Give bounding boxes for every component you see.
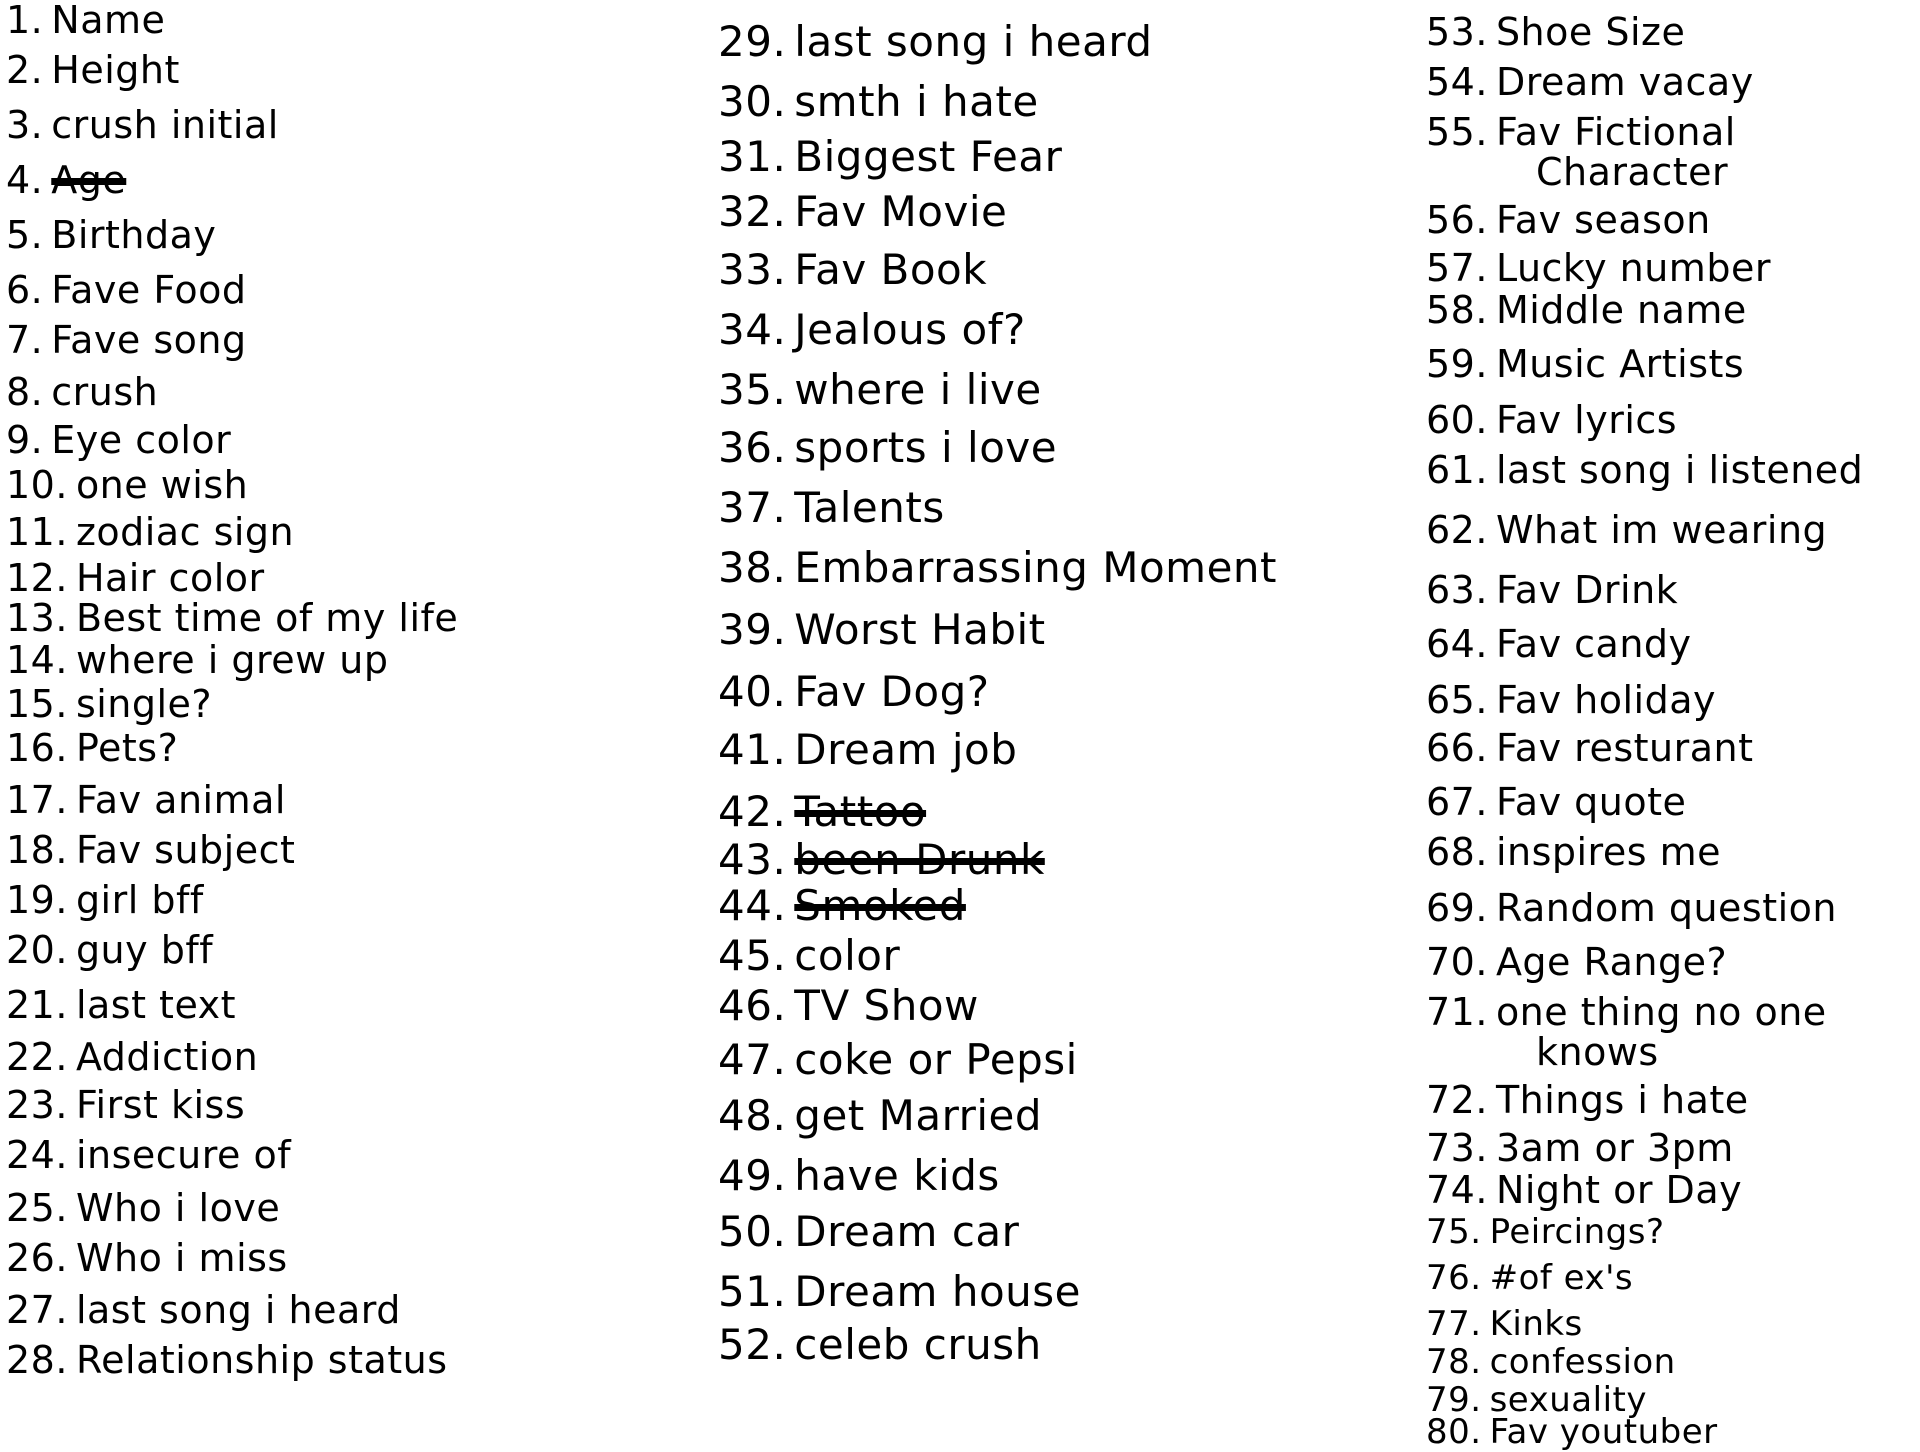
list-item (1426, 510, 1827, 550)
list-item (718, 931, 901, 980)
item-number: 57. (1426, 246, 1488, 290)
item-text: Age Range? (1495, 940, 1728, 984)
item-number: 79. (1426, 1380, 1482, 1420)
item-text: last text (75, 983, 237, 1027)
list-item (6, 215, 216, 255)
item-number: 36. (718, 423, 787, 472)
item-text: color (794, 931, 901, 980)
item-text: Fav Dog? (794, 667, 990, 716)
item-text: last song i heard (794, 17, 1153, 66)
item-number: 3. (6, 103, 44, 147)
item-number: 48. (718, 1091, 787, 1140)
item-number: 68. (1426, 830, 1488, 874)
item-number: 44. (718, 881, 787, 930)
item-text: Music Artists (1495, 342, 1745, 386)
list-item (1426, 1412, 1718, 1452)
item-text: Embarrassing Moment (794, 543, 1278, 592)
item-text: Fav holiday (1495, 678, 1717, 722)
item-text: Fav subject (75, 828, 296, 872)
item-text-continued: knows (1536, 1030, 1659, 1074)
item-number: 77. (1426, 1304, 1482, 1344)
item-number: 30. (718, 77, 787, 126)
list-item (1426, 1128, 1734, 1168)
item-number: 20. (6, 928, 68, 972)
item-number: 69. (1426, 886, 1488, 930)
item-number: 70. (1426, 940, 1488, 984)
item-number: 34. (718, 305, 787, 354)
list-item (6, 985, 236, 1025)
item-text: coke or Pepsi (794, 1035, 1078, 1084)
list-item (1426, 1258, 1633, 1298)
item-number: 43. (718, 835, 787, 884)
item-text: confession (1489, 1342, 1676, 1382)
list-item (1426, 1304, 1583, 1344)
list-item (718, 1320, 1042, 1369)
list-item (6, 830, 295, 870)
item-text: Peircings? (1489, 1212, 1665, 1252)
item-text: single? (75, 682, 213, 726)
list-item (1426, 624, 1692, 664)
item-number: 8. (6, 370, 44, 414)
item-number: 24. (6, 1133, 68, 1177)
item-text: Addiction (75, 1035, 259, 1079)
item-number: 62. (1426, 508, 1488, 552)
item-number: 46. (718, 981, 787, 1030)
list-item (718, 981, 979, 1030)
list-item (718, 423, 1058, 472)
item-number: 54. (1426, 60, 1488, 104)
item-text: inspires me (1495, 830, 1721, 874)
item-number: 19. (6, 878, 68, 922)
item-text: Shoe Size (1495, 10, 1686, 54)
list-item (6, 372, 158, 412)
item-text: Fav animal (75, 778, 286, 822)
item-text: Fav lyrics (1495, 398, 1678, 442)
item-number: 12. (6, 556, 68, 600)
list-item (1426, 62, 1754, 102)
item-text: Talents (794, 483, 945, 532)
item-number: 56. (1426, 198, 1488, 242)
list-item (1426, 832, 1721, 872)
item-number: 33. (718, 245, 787, 294)
list-item (6, 1037, 258, 1077)
list-item (6, 684, 212, 724)
item-text: Dream house (794, 1267, 1081, 1316)
item-text: guy bff (75, 928, 214, 972)
list-item (1426, 782, 1686, 822)
item-number: 10. (6, 463, 68, 507)
item-text: TV Show (794, 981, 979, 1030)
list-item (6, 0, 165, 40)
list-item (718, 17, 1153, 66)
list-item (718, 187, 1008, 236)
list-item (1426, 12, 1685, 52)
item-number: 2. (6, 48, 44, 92)
item-number: 39. (718, 605, 787, 654)
list-item (1426, 200, 1711, 240)
item-text: What im wearing (1495, 508, 1828, 552)
list-item (6, 1085, 245, 1125)
item-number: 27. (6, 1288, 68, 1332)
list-item (718, 1267, 1081, 1316)
item-text: Fav Movie (794, 187, 1008, 236)
item-text: sexuality (1489, 1380, 1647, 1420)
item-number: 28. (6, 1338, 68, 1382)
item-number: 49. (718, 1151, 787, 1200)
item-number: 37. (718, 483, 787, 532)
item-text: Fav Fictional (1495, 110, 1736, 154)
item-number: 9. (6, 418, 44, 462)
item-text: Tattoo (794, 787, 927, 836)
item-text: Pets? (75, 726, 179, 770)
list-item (1426, 680, 1716, 720)
item-text: Lucky number (1495, 246, 1771, 290)
item-number: 45. (718, 931, 787, 980)
item-number: 50. (718, 1207, 787, 1256)
item-number: 41. (718, 725, 787, 774)
list-item (1426, 450, 1863, 490)
list-item (6, 1135, 291, 1175)
list-item (6, 598, 458, 638)
item-number: 14. (6, 638, 68, 682)
list-item (718, 1151, 1000, 1200)
item-text: Age (51, 158, 127, 202)
list-item (1426, 992, 1827, 1072)
item-number: 59. (1426, 342, 1488, 386)
item-text: where i live (794, 365, 1042, 414)
list-item (1426, 290, 1747, 330)
item-text: Hair color (75, 556, 265, 600)
item-number: 65. (1426, 678, 1488, 722)
item-text: sports i love (794, 423, 1058, 472)
list-item (6, 728, 178, 768)
item-text: First kiss (75, 1083, 246, 1127)
item-number: 21. (6, 983, 68, 1027)
item-text: 3am or 3pm (1495, 1126, 1734, 1170)
list-item (6, 465, 248, 505)
list-item (1426, 112, 1736, 192)
item-text: Things i hate (1495, 1078, 1749, 1122)
item-number: 17. (6, 778, 68, 822)
list-item (718, 667, 990, 716)
item-text: Fave song (51, 318, 247, 362)
list-item (1426, 1170, 1742, 1210)
item-number: 29. (718, 17, 787, 66)
item-text: Fave Food (51, 268, 247, 312)
list-item (1426, 570, 1678, 610)
item-text: one wish (75, 463, 249, 507)
item-number: 67. (1426, 780, 1488, 824)
list-item (718, 365, 1042, 414)
item-number: 25. (6, 1186, 68, 1230)
item-number: 52. (718, 1320, 787, 1369)
list-item (6, 1290, 401, 1330)
item-number: 64. (1426, 622, 1488, 666)
list-item (6, 512, 294, 552)
item-number: 40. (718, 667, 787, 716)
item-text: #of ex's (1489, 1258, 1634, 1298)
item-number: 53. (1426, 10, 1488, 54)
list-item (6, 1188, 280, 1228)
item-number: 51. (718, 1267, 787, 1316)
list-item (1426, 248, 1771, 288)
item-text: Middle name (1495, 288, 1747, 332)
list-item (718, 483, 945, 532)
item-number: 13. (6, 596, 68, 640)
item-text: Fav season (1495, 198, 1711, 242)
item-text: crush (51, 370, 159, 414)
list-item (6, 780, 286, 820)
item-text: Jealous of? (794, 305, 1026, 354)
item-text: Fav youtuber (1489, 1412, 1718, 1452)
item-number: 71. (1426, 990, 1488, 1034)
item-text: Who i love (75, 1186, 281, 1230)
item-number: 4. (6, 158, 44, 202)
list-item (718, 132, 1063, 181)
list-item (718, 725, 1018, 774)
item-number: 31. (718, 132, 787, 181)
item-text: Biggest Fear (794, 132, 1063, 181)
item-text: girl bff (75, 878, 204, 922)
item-number: 60. (1426, 398, 1488, 442)
item-number: 58. (1426, 288, 1488, 332)
item-text: celeb crush (794, 1320, 1042, 1369)
list-item (6, 558, 265, 598)
item-number: 15. (6, 682, 68, 726)
list-item (718, 1091, 1043, 1140)
item-text: Eye color (51, 418, 232, 462)
item-text: get Married (794, 1091, 1043, 1140)
item-text: crush initial (51, 103, 279, 147)
item-text: Fav resturant (1495, 726, 1754, 770)
item-text: Fav candy (1495, 622, 1692, 666)
item-number: 72. (1426, 1078, 1488, 1122)
list-item (6, 320, 247, 360)
item-number: 80. (1426, 1412, 1482, 1452)
list-item (6, 50, 180, 90)
item-text: Fav Drink (1495, 568, 1679, 612)
item-text: have kids (794, 1151, 1000, 1200)
item-number: 6. (6, 268, 44, 312)
item-number: 66. (1426, 726, 1488, 770)
list-item (6, 105, 279, 145)
list-item (1426, 344, 1744, 384)
item-text: Worst Habit (794, 605, 1046, 654)
list-item (718, 605, 1046, 654)
item-number: 11. (6, 510, 68, 554)
item-number: 26. (6, 1236, 68, 1280)
list-item (718, 245, 988, 294)
list-item (6, 640, 389, 680)
item-number: 7. (6, 318, 44, 362)
item-number: 23. (6, 1083, 68, 1127)
list-item (718, 543, 1278, 592)
item-number: 73. (1426, 1126, 1488, 1170)
item-number: 47. (718, 1035, 787, 1084)
item-text-continued: Character (1536, 150, 1729, 194)
list-item (6, 420, 231, 460)
item-text: last song i heard (75, 1288, 401, 1332)
item-text: Height (51, 48, 180, 92)
item-text: zodiac sign (75, 510, 295, 554)
list-item (6, 160, 126, 200)
item-number: 16. (6, 726, 68, 770)
list-item (6, 1238, 288, 1278)
list-item (1426, 1080, 1749, 1120)
item-text: Who i miss (75, 1236, 288, 1280)
item-text: Dream vacay (1495, 60, 1754, 104)
item-text: Dream car (794, 1207, 1020, 1256)
item-text: one thing no one (1495, 990, 1827, 1034)
item-number: 1. (6, 0, 44, 42)
item-number: 75. (1426, 1212, 1482, 1252)
list-item (6, 880, 204, 920)
list-item (1426, 888, 1837, 928)
item-number: 18. (6, 828, 68, 872)
item-text: Fav Book (794, 245, 988, 294)
list-item (1426, 1212, 1665, 1252)
list-item (6, 1340, 448, 1380)
list-item (718, 305, 1026, 354)
item-number: 78. (1426, 1342, 1482, 1382)
item-text: been Drunk (794, 835, 1045, 884)
item-text: Random question (1495, 886, 1838, 930)
item-text: Best time of my life (75, 596, 459, 640)
item-text: Dream job (794, 725, 1018, 774)
item-text: Birthday (51, 213, 217, 257)
list-item (1426, 942, 1727, 982)
item-number: 32. (718, 187, 787, 236)
item-number: 55. (1426, 110, 1488, 154)
list-item (718, 1035, 1078, 1084)
list-item (6, 930, 213, 970)
item-number: 22. (6, 1035, 68, 1079)
item-number: 74. (1426, 1168, 1488, 1212)
item-text: Kinks (1489, 1304, 1583, 1344)
item-number: 35. (718, 365, 787, 414)
item-text: Relationship status (75, 1338, 448, 1382)
item-number: 38. (718, 543, 787, 592)
item-text: Smoked (794, 881, 966, 930)
list-item (1426, 400, 1677, 440)
item-text: Night or Day (1495, 1168, 1743, 1212)
item-text: last song i listened (1495, 448, 1864, 492)
item-number: 61. (1426, 448, 1488, 492)
item-text: smth i hate (794, 77, 1039, 126)
list-item (718, 787, 927, 836)
item-number: 5. (6, 213, 44, 257)
list-item (718, 835, 1045, 884)
list-item (1426, 1342, 1676, 1382)
item-text: Fav quote (1495, 780, 1687, 824)
item-text: insecure of (75, 1133, 292, 1177)
item-number: 76. (1426, 1258, 1482, 1298)
item-text: Name (51, 0, 166, 42)
list-item (718, 77, 1039, 126)
item-number: 63. (1426, 568, 1488, 612)
item-text: where i grew up (75, 638, 389, 682)
item-number: 42. (718, 787, 787, 836)
list-item (1426, 728, 1754, 768)
list-item (718, 881, 966, 930)
list-item (6, 270, 247, 310)
list-item (718, 1207, 1020, 1256)
